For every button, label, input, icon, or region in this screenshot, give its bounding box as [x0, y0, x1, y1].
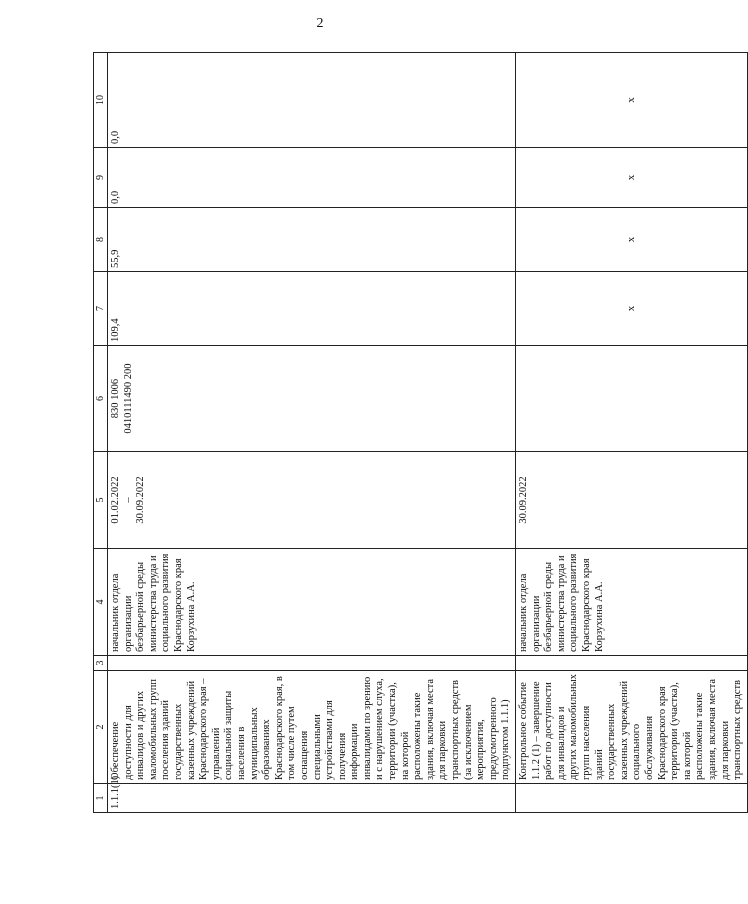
- date-separator: –: [122, 497, 134, 503]
- rotated-table-container: [93, 53, 744, 813]
- budget-code-line-2: 0410111490 200: [122, 363, 134, 434]
- value-col-8: 55,9: [108, 208, 516, 272]
- column-number: 5: [94, 452, 108, 549]
- row-number-cell: [516, 784, 748, 813]
- page-number: 2: [316, 16, 324, 31]
- column-number: 10: [94, 53, 108, 148]
- column-number: 1: [94, 784, 108, 813]
- column-number: 4: [94, 549, 108, 656]
- row-number-cell: 1.1.1(1): [108, 784, 516, 813]
- column-3-cell: [516, 656, 748, 671]
- table-row: [108, 53, 516, 813]
- start-date: 01.02.2022: [110, 476, 121, 524]
- value-col-7: х: [516, 272, 748, 346]
- responsible-cell: начальник отдела организации безбарьерной среды министерства труда и социального развития Краснодарского края Корзухина А.А.: [516, 549, 748, 656]
- plan-table: [93, 52, 748, 813]
- column-number: 6: [94, 346, 108, 452]
- budget-code-line-1: 830 1006: [110, 378, 121, 419]
- column-3-cell: [108, 656, 516, 671]
- value-col-10: 0,0: [108, 53, 516, 148]
- dates-cell: [108, 452, 516, 549]
- control-event-cell: Контрольное событие 1.1.2 (1) – завершение работ по доступности для инвалидов и других маломобильных групп населения зданий государственных казенных учреждений социального обслуживания Краснодарского края территории (участка), на которой расположены такие здания, включая места для парковки транспортных средств: [516, 671, 748, 784]
- responsible-cell: начальник отдела организации безбарьерной среды министерства труда и социального развития Краснодарского края Корзухина А.А.: [108, 549, 516, 656]
- measure-name-cell: Обеспечение доступности для инвалидов и других маломобильных групп поселения зданий государственных казенных учреждений Краснодарского края – управлений социальной защиты населения в муниципальных образованиях Краснодарского края, в том числе путем оснащения специальными устройствами для получения информации инвалидами по зрению и с нарушением слуха, территории (участка), на которой расположены такие здания, включая места для парковки транспортных средств (за исключением мероприятия, предусмотренного подпунктом 1.1.1): [108, 671, 516, 784]
- budget-code-cell: [516, 346, 748, 452]
- column-number: 2: [94, 671, 108, 784]
- column-number: 9: [94, 148, 108, 208]
- value-col-10: х: [516, 53, 748, 148]
- value-col-9: х: [516, 148, 748, 208]
- table-row: [516, 53, 748, 813]
- end-date: 30.09.2022: [135, 476, 147, 524]
- column-number: 3: [94, 656, 108, 671]
- column-number: 8: [94, 208, 108, 272]
- value-col-9: 0,0: [108, 148, 516, 208]
- value-col-7: 109,4: [108, 272, 516, 346]
- document-table-area: [93, 53, 744, 813]
- dates-cell: 30.09.2022: [516, 452, 748, 549]
- column-number: 7: [94, 272, 108, 346]
- column-number-row: [94, 53, 108, 813]
- budget-code-cell: [108, 346, 516, 452]
- value-col-8: х: [516, 208, 748, 272]
